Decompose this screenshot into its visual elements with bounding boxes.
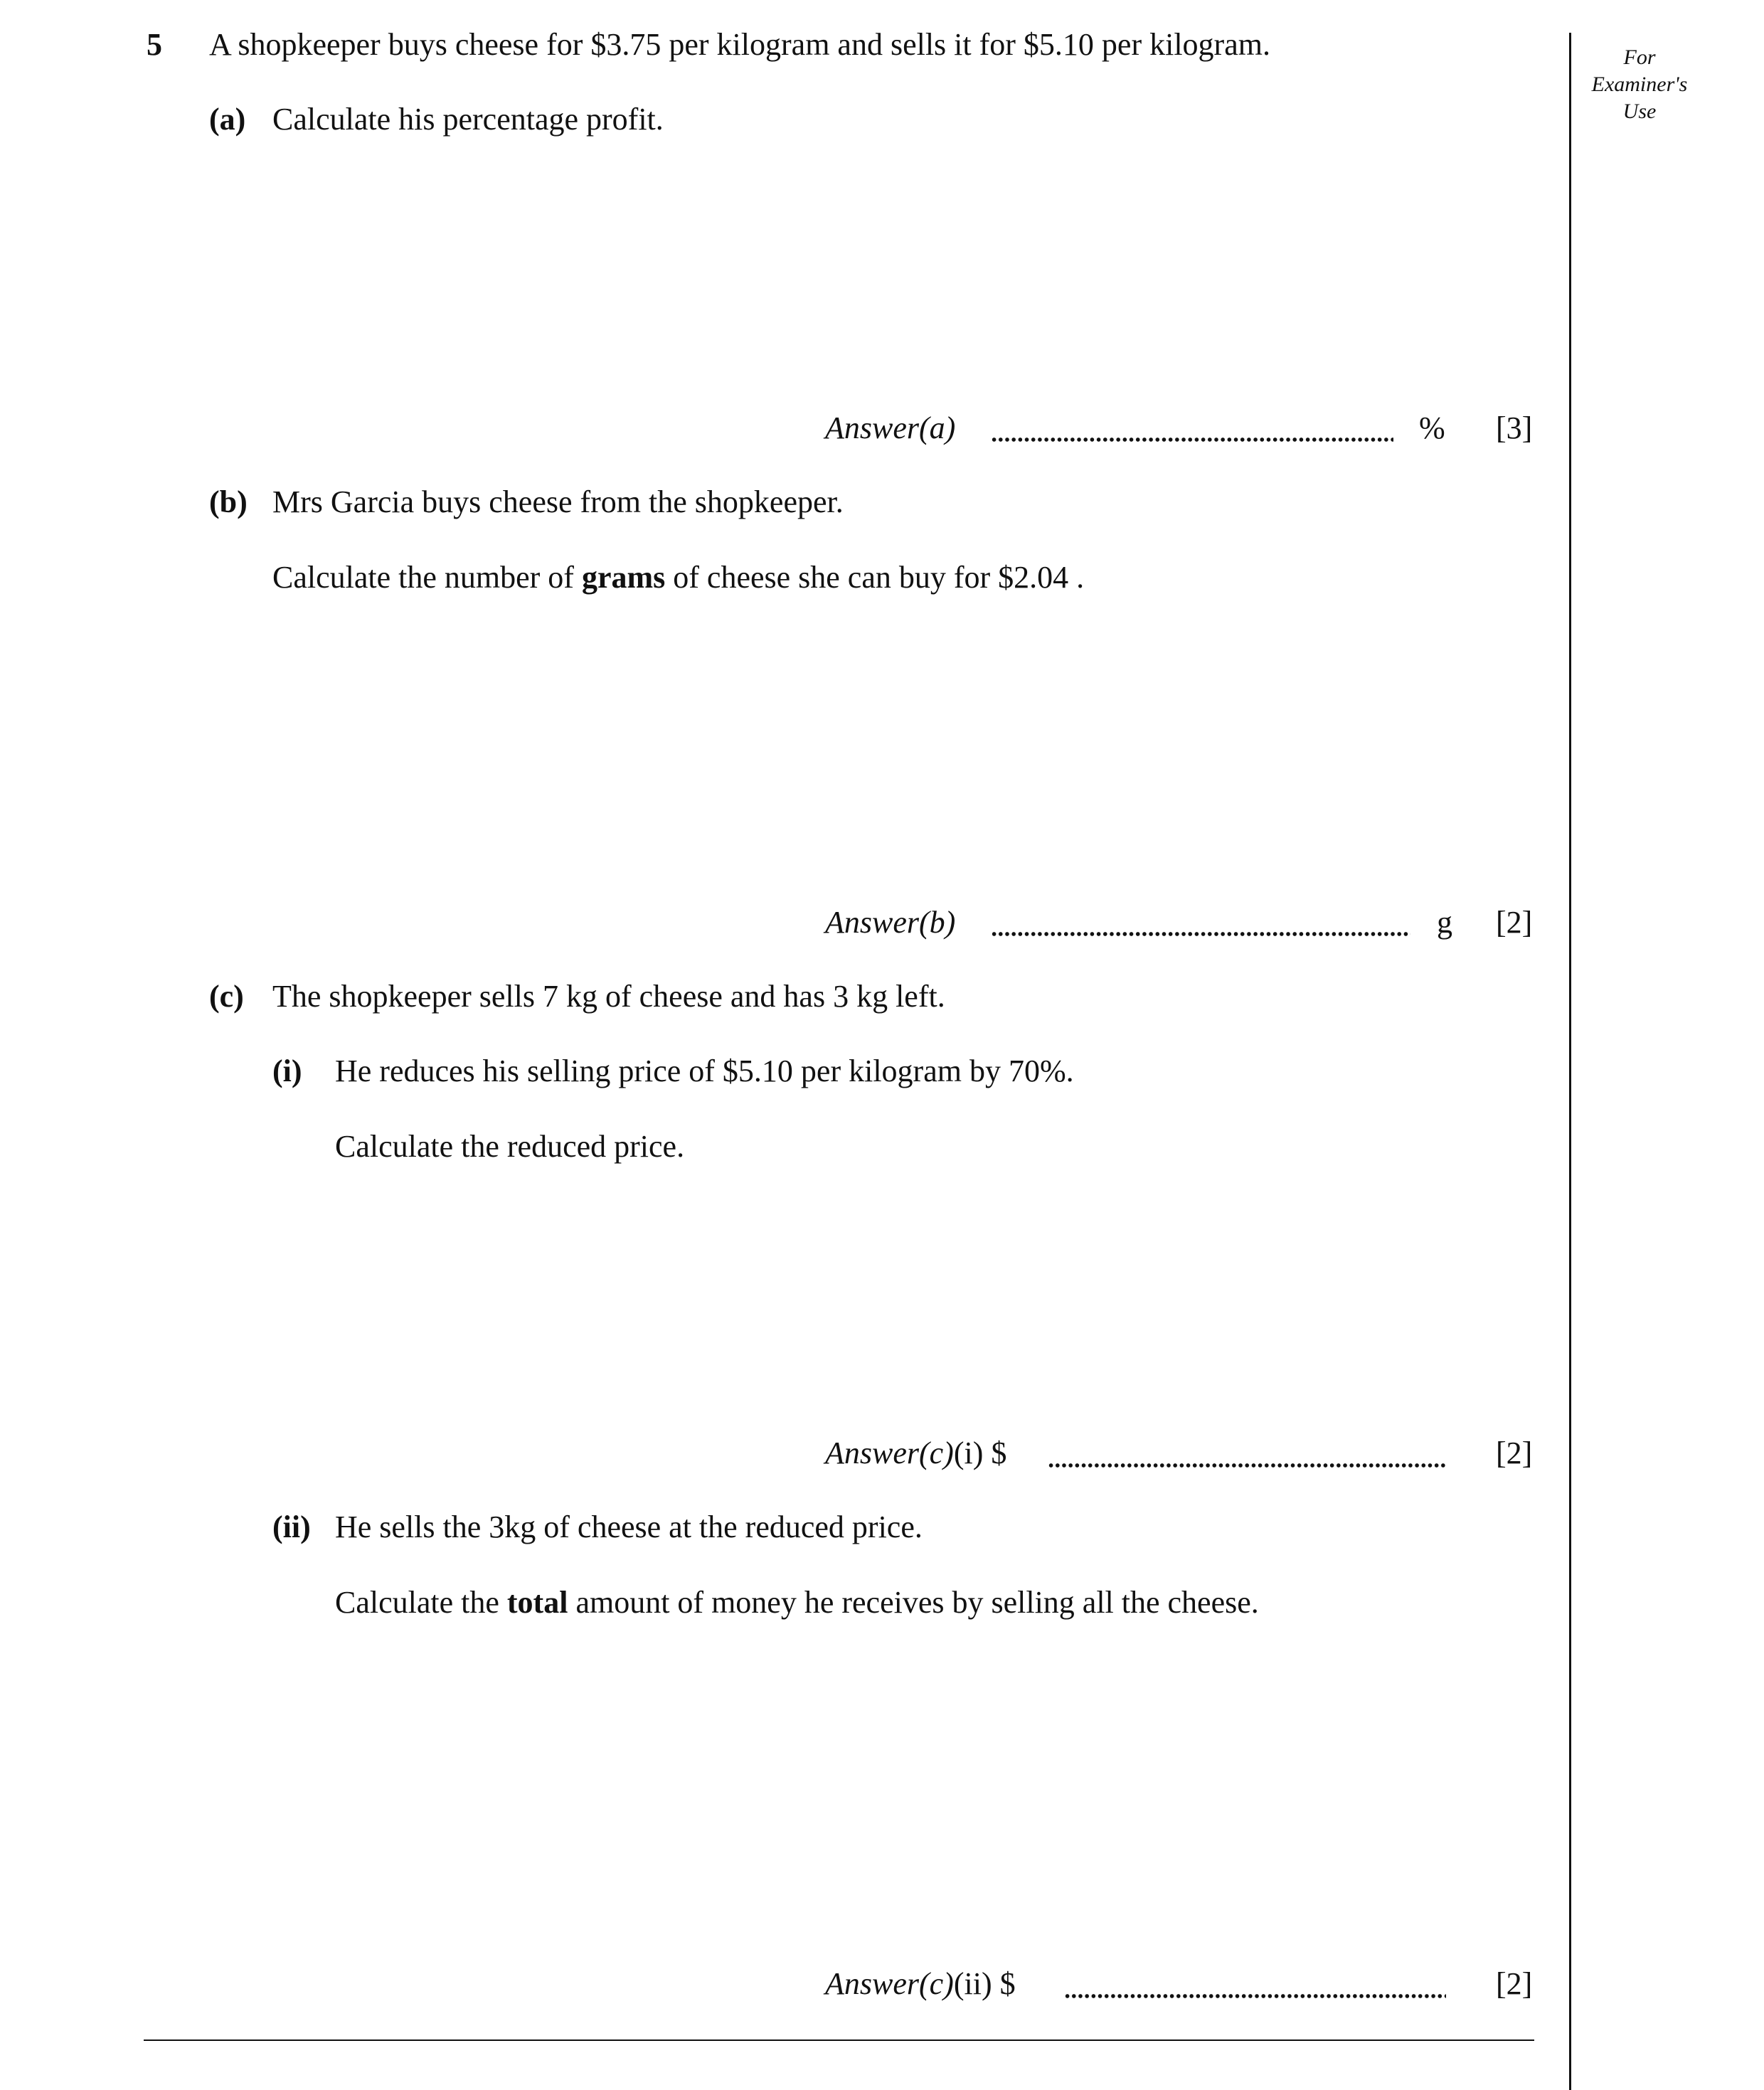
answer-a-unit: %	[1419, 410, 1445, 445]
part-c-i-text-1: He reduces his selling price of $5.10 per kilogram by 70%.	[335, 1054, 1074, 1088]
part-c-ii-label: (ii)	[272, 1510, 311, 1544]
answer-c-i-label	[825, 1438, 1006, 1469]
answer-c-i-line[interactable]	[1048, 1463, 1446, 1468]
part-b-text-2-before: Calculate the number of	[272, 560, 582, 595]
answer-c-ii-label-rest: (ii) $	[953, 1966, 1016, 2001]
examiner-use-label	[1576, 44, 1704, 125]
examiner-line-1: For	[1623, 46, 1656, 69]
part-c-ii-text-2-after: amount of money he receives by selling all the cheese.	[568, 1585, 1259, 1620]
part-b-text-1: Mrs Garcia buys cheese from the shopkeeper.	[272, 484, 844, 519]
part-b-text-2-bold: grams	[581, 560, 666, 595]
answer-a-marks: [3]	[1496, 410, 1533, 445]
answer-c-i-label-italic: Answer(c)	[825, 1436, 954, 1470]
answer-b-line[interactable]	[991, 931, 1410, 937]
answer-c-i-label-rest: (i) $	[953, 1436, 1007, 1470]
part-b-label: (b)	[209, 484, 248, 519]
part-c-ii-text-2	[335, 1587, 1259, 1618]
examiner-line-2: Examiner's	[1591, 73, 1688, 96]
answer-c-ii-label-italic: Answer(c)	[825, 1966, 954, 2001]
answer-c-i-marks: [2]	[1496, 1436, 1533, 1470]
part-c-i-label: (i)	[272, 1054, 302, 1088]
part-c-ii-text-2-bold: total	[506, 1585, 568, 1620]
part-c-ii-text-1: He sells the 3kg of cheese at the reduced price.	[335, 1510, 923, 1544]
part-b-text-2	[272, 562, 1084, 593]
answer-c-ii-label	[825, 1968, 1016, 2000]
answer-b-unit: g	[1437, 905, 1452, 940]
answer-a-line[interactable]	[991, 437, 1393, 442]
answer-a-label: Answer(a)	[825, 410, 956, 445]
part-c-i-text-2: Calculate the reduced price.	[335, 1129, 685, 1164]
part-a-text: Calculate his percentage profit.	[272, 102, 664, 137]
answer-c-ii-line[interactable]	[1064, 1993, 1446, 1999]
part-b-text-2-after: of cheese she can buy for $2.04 .	[665, 560, 1085, 595]
examiner-margin-rule	[1569, 33, 1571, 2090]
examiner-line-3: Use	[1622, 100, 1657, 123]
bottom-rule	[144, 2039, 1534, 2041]
part-c-label: (c)	[209, 979, 244, 1014]
part-c-ii-text-2-before: Calculate the	[335, 1585, 507, 1620]
answer-b-label: Answer(b)	[825, 905, 956, 940]
answer-c-ii-marks: [2]	[1496, 1966, 1533, 2001]
part-c-text: The shopkeeper sells 7 kg of cheese and has 3 kg left.	[272, 979, 945, 1014]
question-stem: A shopkeeper buys cheese for $3.75 per kilogram and sells it for $5.10 per kilogram.	[209, 27, 1270, 62]
answer-b-marks: [2]	[1496, 905, 1533, 940]
part-a-label: (a)	[209, 102, 246, 137]
question-number: 5	[147, 27, 162, 62]
